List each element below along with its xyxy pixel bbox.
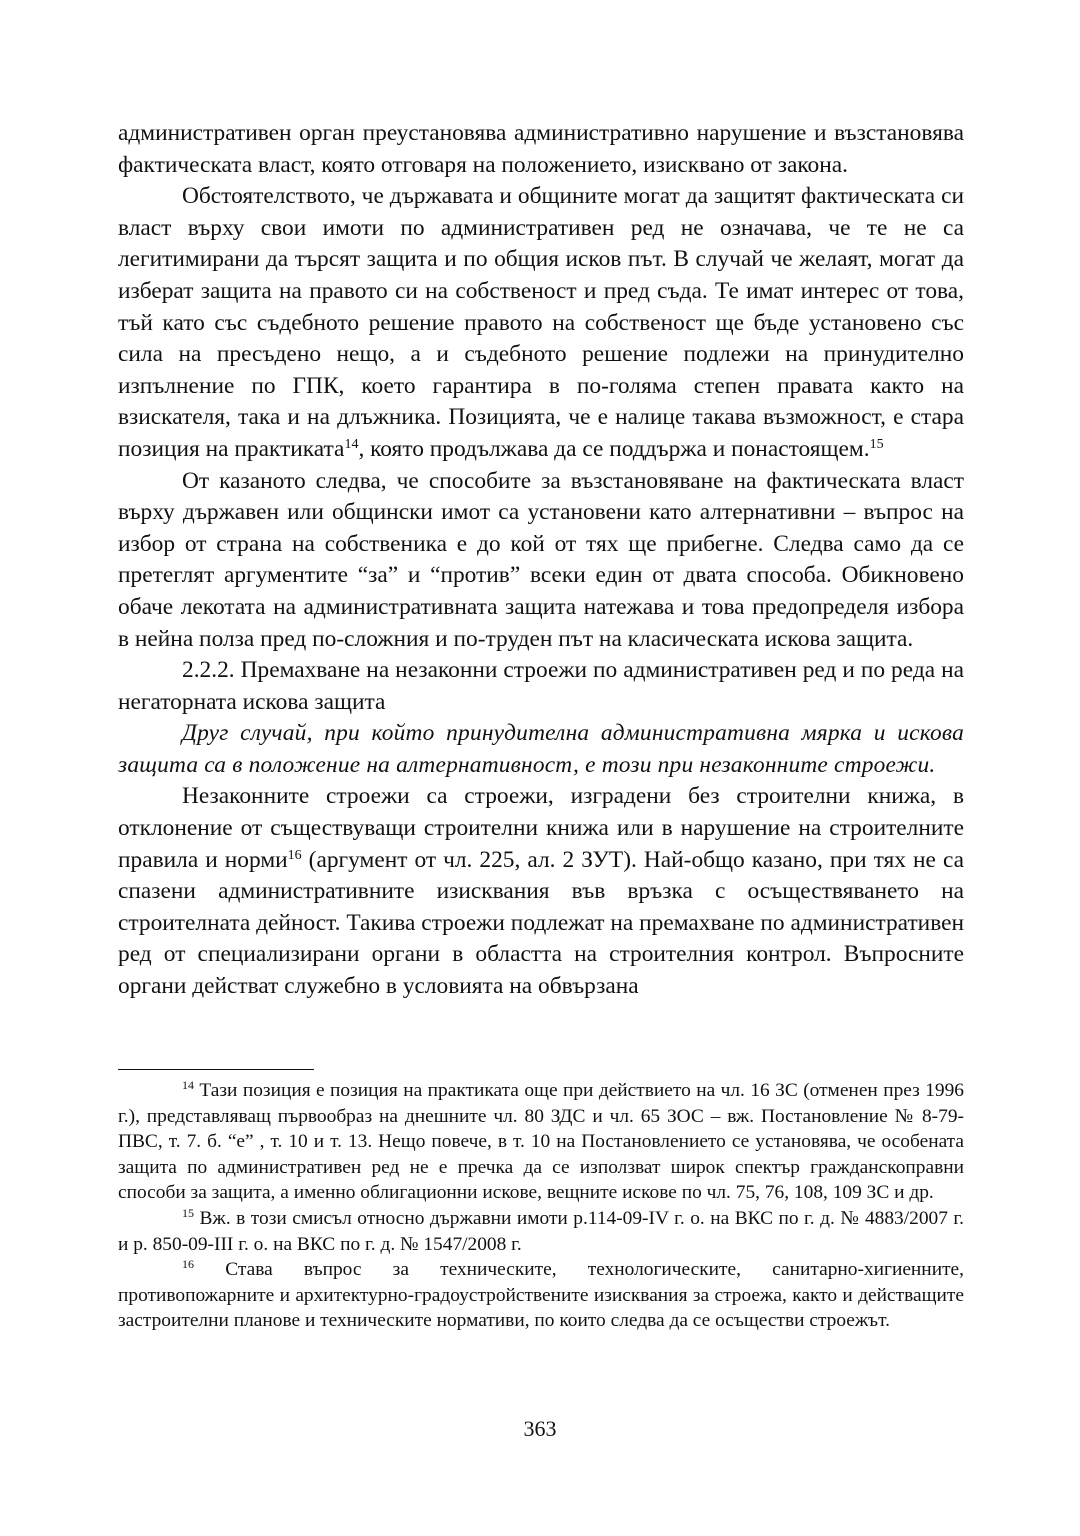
footnote-15 (118, 1206, 964, 1257)
footnote-text: Вж. в този смисъл относно държавни имоти р.114-09-IV г. о. на ВКС по г. д. № 4883/2007 г. и р. 850-09-III г. о. на ВКС по г. д. № 1547/2008 г. (118, 1207, 964, 1255)
footnote-text: Става въпрос за техническите, технологическите, санитарно-хигиенните, противопожарните и архитектурно-градоустройствените изисквания за строежа, както и действащите застроителни планове и техническите нормативи, по които следва да се осъществи строежът. (118, 1259, 964, 1332)
footnote-number: 14 (182, 1078, 194, 1092)
section-heading: 2.2.2. Премахване на незаконни строежи по административен ред и по реда на негаторната искова защита (118, 657, 964, 715)
footnote-ref-14[interactable]: 14 (344, 436, 359, 452)
footnotes (118, 1078, 964, 1334)
paragraph-continuation: административен орган преустановява административно нарушение и възстановява фактическата власт, която отговаря на положението, изисквано от закона. (118, 120, 964, 178)
paragraph-state-protection (118, 181, 964, 465)
page-number: 363 (523, 1416, 557, 1441)
footnote-14 (118, 1078, 964, 1206)
paragraph-text: (аргумент от чл. 225, ал. 2 ЗУТ). Най-общо казано, при тях не са спазени административните изисквания във връзка с осъществяването на строителната дейност. Такива строежи подлежат на премахване по административен ред от специализирани органи в областта на строителния контрол. Въпросните органи действат служебно в условията на обвързана (118, 846, 964, 1000)
footnote-16 (118, 1257, 964, 1334)
italic-paragraph: Друг случай, при който принудителна административна мярка и искова защита са в положение на алтернативност, е този при незаконните строежи. (118, 720, 964, 778)
paragraph-conclusion: От казаното следва, че способите за възстановяване на фактическата власт върху държавен или общински имот са установени като алтернативни – въпрос на избор от страна на собственика е до кой от тях ще прибегне. Следва само да се претеглят аргументите “за” и “против” всеки един от двата способа. Обикновено обаче лекотата на административната защита натежава и това предопределя избора в нейна полза пред по-сложния и по-труден път на класическата искова защита. (118, 467, 964, 652)
paragraph-text: , която продължава да се поддържа и понастоящем. (358, 435, 870, 462)
footnote-number: 15 (182, 1205, 194, 1220)
footnote-divider (118, 1069, 314, 1070)
footnote-text: Тази позиция е позиция на практиката още при действието на чл. 16 ЗС (отменен през 1996 г.), представляващ първообраз на днешните чл. 80 ЗДС и чл. 65 ЗОС – вж. Постановление № 8-79-ПВС, т. 7. б. “е” , т. 10 и т. 13. Нещо повече, в т. 10 на Постановлението се установява, че особената защита по административен ред не е пречка да се използват широк спектър гражданскоправни способи за защита, а именно облигационни искове, вещните искове по чл. 75, 76, 108, 109 ЗС и др. (118, 1080, 964, 1204)
paragraph-illegal-buildings (118, 781, 964, 1002)
main-text (118, 118, 964, 1003)
footnote-ref-16[interactable]: 16 (287, 847, 302, 863)
footnote-number: 16 (182, 1257, 194, 1272)
paragraph-text: Незаконните строежи са строежи, изградени без строителни книжа, в отклонение от съществуващи строителни книжа или в нарушение на строителните правила и норми (118, 783, 964, 873)
footnote-ref-15[interactable]: 15 (869, 436, 884, 452)
paragraph-text: Обстоятелството, че държавата и общините могат да защитят фактическата си власт върху свои имоти по административен ред не означава, че те не са легитимирани да търсят защита и по общия исков път. В случай че желаят, могат да изберат защита на правото си на собственост и пред съда. Те имат интерес от това, тъй като със съдебното решение правото на собственост ще бъде установено със сила на пресъдено нещо, а и съдебното решение подлежи на принудително изпълнение по ГПК, което гарантира в по-голяма степен правата както на взискателя, така и на длъжника. Позицията, че е налице такава възможност, е стара позиция на практиката (118, 183, 964, 462)
